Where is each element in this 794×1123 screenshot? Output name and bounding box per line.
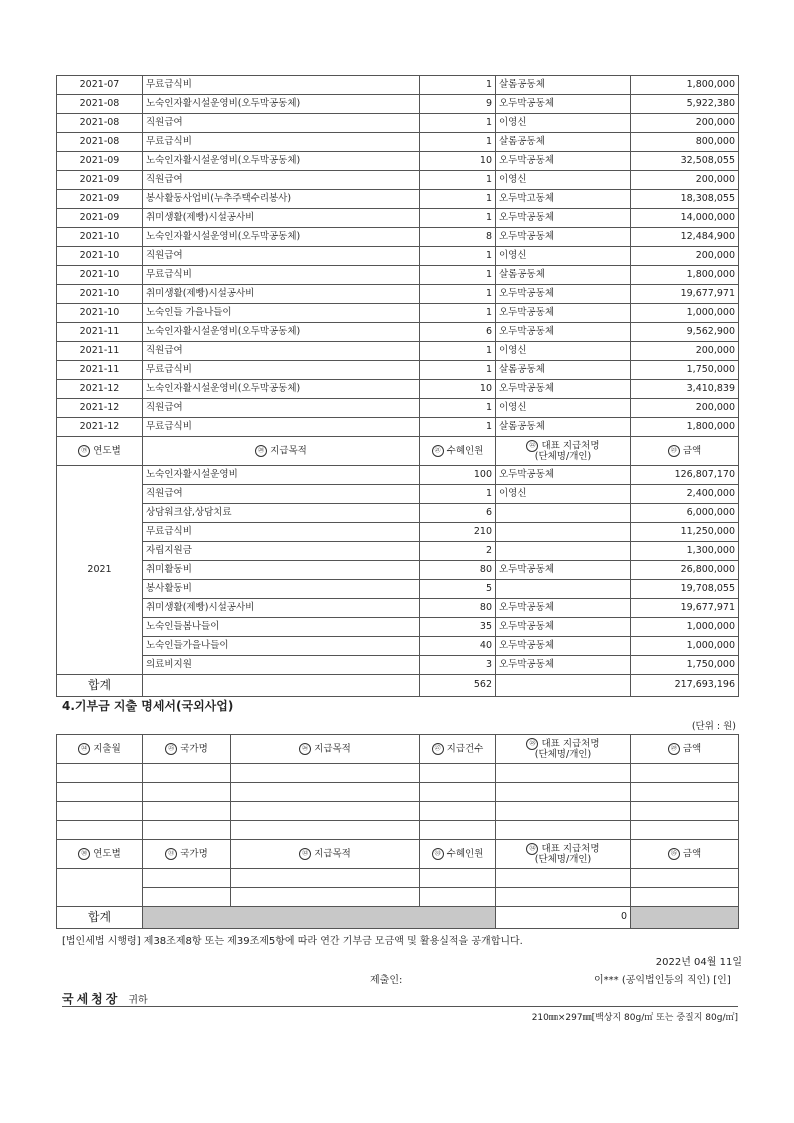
- purpose-cell: 노숙인들가을나들이: [143, 637, 420, 656]
- year-cell: 2021: [57, 466, 143, 675]
- count-cell: 35: [420, 618, 496, 637]
- table-row: [57, 561, 739, 580]
- recipient-cell: 살롬공동체: [496, 133, 631, 152]
- recipient-cell: 오두막공동체: [496, 466, 631, 485]
- count-cell: 10: [420, 152, 496, 171]
- date-cell: 2021-09: [57, 190, 143, 209]
- count-cell: 1: [420, 190, 496, 209]
- recipient-cell: 살롬공동체: [496, 266, 631, 285]
- count-cell: 1: [420, 304, 496, 323]
- table-row: [57, 656, 739, 675]
- count-cell: 1: [420, 171, 496, 190]
- table-row: [57, 361, 739, 380]
- empty-row: [57, 783, 739, 802]
- recipient-cell: 오두막공동체: [496, 637, 631, 656]
- purpose-cell: 의료비지원: [143, 656, 420, 675]
- submit-date: 2022년 04월 11일: [655, 957, 742, 968]
- date-cell: 2021-07: [57, 76, 143, 95]
- detail-rows: [57, 76, 739, 437]
- header-purpose: ⑳ 지급목적: [143, 437, 420, 466]
- honorific: 귀하: [128, 995, 148, 1006]
- table-row: [57, 95, 739, 114]
- gray-cell: [631, 907, 739, 929]
- count-cell: 1: [420, 247, 496, 266]
- purpose-cell: 무료급식비: [143, 418, 420, 437]
- purpose-cell: 취미생활(제빵)시설공사비: [143, 285, 420, 304]
- amount-cell: 200,000: [631, 171, 739, 190]
- amount-cell: 200,000: [631, 114, 739, 133]
- amount-cell: 1,800,000: [631, 76, 739, 95]
- amount-cell: 1,000,000: [631, 304, 739, 323]
- table-row: [57, 485, 739, 504]
- count-cell: 100: [420, 466, 496, 485]
- header-country: ㉛ 국가명: [143, 840, 231, 869]
- amount-cell: 1,300,000: [631, 542, 739, 561]
- total-count: 562: [420, 675, 496, 697]
- amount-cell: 3,410,839: [631, 380, 739, 399]
- recipient-cell: [496, 580, 631, 599]
- table-row: [57, 209, 739, 228]
- count-cell: 1: [420, 485, 496, 504]
- overseas-header-row: [57, 735, 739, 764]
- count-cell: 80: [420, 599, 496, 618]
- purpose-cell: 취미생활(제빵)시설공사비: [143, 599, 420, 618]
- purpose-cell: 노숙인자활시설운영비: [143, 466, 420, 485]
- header-purpose: ㉖ 지급목적: [231, 735, 420, 764]
- purpose-cell: 노숙인자활시설운영비(오두막공동체): [143, 152, 420, 171]
- recipient-cell: 오두막고동체: [496, 190, 631, 209]
- legal-notice: [법인세법 시행령] 제38조제8항 또는 제39조제5항에 따라 연간 기부금 모금액 및 활용실적을 공개합니다.: [62, 936, 523, 947]
- recipient-cell: 오두막공동체: [496, 323, 631, 342]
- recipient-cell: 오두막공동체: [496, 228, 631, 247]
- count-cell: 1: [420, 418, 496, 437]
- recipient-cell: 오두막공동체: [496, 618, 631, 637]
- purpose-cell: 노숙인들 가을나들이: [143, 304, 420, 323]
- header-amount: ㉟ 금액: [631, 840, 739, 869]
- purpose-cell: 취미생활(제빵)시설공사비: [143, 209, 420, 228]
- count-cell: 1: [420, 285, 496, 304]
- table-row: [57, 399, 739, 418]
- divider: [62, 1006, 738, 1007]
- purpose-cell: 무료급식비: [143, 361, 420, 380]
- overseas-yearly-header-row: [57, 840, 739, 869]
- header-purpose: ㉜ 지급목적: [231, 840, 420, 869]
- gray-cell: [143, 907, 496, 929]
- table-row: [57, 580, 739, 599]
- count-cell: 8: [420, 228, 496, 247]
- header-year: ㉚ 연도별: [57, 840, 143, 869]
- purpose-cell: 무료급식비: [143, 266, 420, 285]
- section4-title: 4.기부금 지출 명세서(국외사업): [62, 699, 234, 713]
- date-cell: 2021-09: [57, 209, 143, 228]
- amount-cell: 5,922,380: [631, 95, 739, 114]
- empty-row: [57, 802, 739, 821]
- date-cell: 2021-09: [57, 152, 143, 171]
- recipient-cell: 살롬공동체: [496, 361, 631, 380]
- purpose-cell: 노숙인들봄나들이: [143, 618, 420, 637]
- purpose-cell: 직원급여: [143, 247, 420, 266]
- count-cell: 210: [420, 523, 496, 542]
- table-row: [57, 523, 739, 542]
- count-cell: 40: [420, 637, 496, 656]
- purpose-cell: 상담워크샵,상담치료: [143, 504, 420, 523]
- count-cell: 5: [420, 580, 496, 599]
- purpose-cell: 직원급여: [143, 399, 420, 418]
- submitter-label: 제출인:: [370, 975, 403, 986]
- table-row: [57, 618, 739, 637]
- recipient-cell: 오두막공동체: [496, 95, 631, 114]
- table-row: [57, 380, 739, 399]
- empty-row: [57, 764, 739, 783]
- table-row: [57, 542, 739, 561]
- header-amount: ㉙ 금액: [631, 735, 739, 764]
- recipient-cell: 오두막공동체: [496, 599, 631, 618]
- header-beneficiaries: ㉑ 수혜인원: [420, 437, 496, 466]
- amount-cell: 32,508,055: [631, 152, 739, 171]
- table-row: [57, 304, 739, 323]
- count-cell: 3: [420, 656, 496, 675]
- purpose-cell: 봉사활동비: [143, 580, 420, 599]
- header-beneficiaries: ㉝ 수혜인원: [420, 840, 496, 869]
- table-row: [57, 323, 739, 342]
- purpose-cell: 노숙인자활시설운영비(오두막공동체): [143, 380, 420, 399]
- amount-cell: 126,807,170: [631, 466, 739, 485]
- purpose-cell: 노숙인자활시설운영비(오두막공동체): [143, 95, 420, 114]
- domestic-expense-table: [56, 75, 739, 697]
- count-cell: 1: [420, 361, 496, 380]
- amount-cell: 18,308,055: [631, 190, 739, 209]
- amount-cell: 26,800,000: [631, 561, 739, 580]
- empty-row: [57, 821, 739, 840]
- count-cell: 1: [420, 342, 496, 361]
- amount-cell: 19,677,971: [631, 285, 739, 304]
- purpose-cell: 직원급여: [143, 114, 420, 133]
- recipient-cell: 이영신: [496, 114, 631, 133]
- recipient-cell: 이영신: [496, 171, 631, 190]
- recipient-cell: 오두막공동체: [496, 656, 631, 675]
- overseas-expense-table: [56, 734, 739, 929]
- yearly-rows: [57, 466, 739, 675]
- amount-cell: 1,000,000: [631, 637, 739, 656]
- empty-row: [57, 869, 739, 888]
- total-label: 합계: [57, 675, 143, 697]
- table-row: [57, 285, 739, 304]
- date-cell: 2021-12: [57, 399, 143, 418]
- amount-cell: 19,708,055: [631, 580, 739, 599]
- header-country: ㉕ 국가명: [143, 735, 231, 764]
- count-cell: 2: [420, 542, 496, 561]
- amount-cell: 6,000,000: [631, 504, 739, 523]
- table-row: [57, 599, 739, 618]
- header-cases: ㉗ 지급건수: [420, 735, 496, 764]
- amount-cell: 1,800,000: [631, 418, 739, 437]
- amount-cell: 1,000,000: [631, 618, 739, 637]
- purpose-cell: 직원급여: [143, 342, 420, 361]
- purpose-cell: 무료급식비: [143, 523, 420, 542]
- empty-row: [57, 888, 739, 907]
- header-recipient: ㉘ 대표 지급처명 (단체명/개인): [496, 735, 631, 764]
- date-cell: 2021-08: [57, 114, 143, 133]
- table-row: [57, 247, 739, 266]
- table-row: [57, 76, 739, 95]
- recipient-cell: 이영신: [496, 399, 631, 418]
- amount-cell: 1,800,000: [631, 266, 739, 285]
- recipient-cell: 오두막공동체: [496, 152, 631, 171]
- recipient-cell: 오두막공동체: [496, 561, 631, 580]
- table-row: [57, 504, 739, 523]
- header-recipient: ㉞ 대표 지급처명 (단체명/개인): [496, 840, 631, 869]
- count-cell: 6: [420, 323, 496, 342]
- header-amount: ㉓ 금액: [631, 437, 739, 466]
- paper-spec: 210㎜×297㎜[백상지 80g/㎡ 또는 중질지 80g/㎡]: [531, 1013, 738, 1023]
- purpose-cell: 무료급식비: [143, 133, 420, 152]
- purpose-cell: 직원급여: [143, 171, 420, 190]
- table-row: [57, 342, 739, 361]
- date-cell: 2021-09: [57, 171, 143, 190]
- count-cell: 10: [420, 380, 496, 399]
- count-cell: 1: [420, 114, 496, 133]
- section4-unit: (단위 : 원): [691, 721, 736, 732]
- header-year: ⑲ 연도별: [57, 437, 143, 466]
- purpose-cell: 무료급식비: [143, 76, 420, 95]
- amount-cell: 9,562,900: [631, 323, 739, 342]
- table-row: [57, 418, 739, 437]
- submitter-value: 이*** (공익법인등의 직인) [인]: [594, 975, 731, 986]
- amount-cell: 200,000: [631, 247, 739, 266]
- purpose-cell: 자립지원금: [143, 542, 420, 561]
- amount-cell: 14,000,000: [631, 209, 739, 228]
- table-row: [57, 466, 739, 485]
- table-row: [57, 152, 739, 171]
- table-row: [57, 171, 739, 190]
- table-row: [57, 190, 739, 209]
- amount-cell: 200,000: [631, 399, 739, 418]
- yearly-summary: [57, 437, 739, 466]
- purpose-cell: 직원급여: [143, 485, 420, 504]
- amount-cell: 1,750,000: [631, 361, 739, 380]
- date-cell: 2021-10: [57, 266, 143, 285]
- addressee: 국세청장 귀하: [62, 992, 148, 1006]
- date-cell: 2021-11: [57, 361, 143, 380]
- table-row: [57, 133, 739, 152]
- amount-cell: 12,484,900: [631, 228, 739, 247]
- amount-cell: 19,677,971: [631, 599, 739, 618]
- date-cell: 2021-08: [57, 133, 143, 152]
- count-cell: 1: [420, 399, 496, 418]
- header-recipient: ㉒ 대표 지급처명 (단체명/개인): [496, 437, 631, 466]
- recipient-cell: 살롬공동체: [496, 418, 631, 437]
- count-cell: 80: [420, 561, 496, 580]
- amount-cell: 800,000: [631, 133, 739, 152]
- purpose-cell: 노숙인자활시설운영비(오두막공동체): [143, 323, 420, 342]
- recipient-cell: 이영신: [496, 342, 631, 361]
- recipient-cell: [496, 523, 631, 542]
- recipient-cell: [496, 504, 631, 523]
- header-month: ㉔ 지출월: [57, 735, 143, 764]
- date-cell: 2021-10: [57, 285, 143, 304]
- yearly-total-row: [57, 675, 739, 697]
- date-cell: 2021-08: [57, 95, 143, 114]
- table-row: [57, 228, 739, 247]
- count-cell: 9: [420, 95, 496, 114]
- recipient-cell: 오두막공동체: [496, 285, 631, 304]
- date-cell: 2021-11: [57, 342, 143, 361]
- date-cell: 2021-10: [57, 304, 143, 323]
- date-cell: 2021-12: [57, 418, 143, 437]
- count-cell: 1: [420, 76, 496, 95]
- total-count: 0: [496, 907, 631, 929]
- total-amount: 217,693,196: [631, 675, 739, 697]
- count-cell: 6: [420, 504, 496, 523]
- table-row: [57, 266, 739, 285]
- recipient-cell: [496, 542, 631, 561]
- recipient-cell: 이영신: [496, 247, 631, 266]
- amount-cell: 11,250,000: [631, 523, 739, 542]
- recipient-cell: 오두막공동체: [496, 380, 631, 399]
- recipient-cell: 오두막공동체: [496, 209, 631, 228]
- date-cell: 2021-12: [57, 380, 143, 399]
- date-cell: 2021-10: [57, 247, 143, 266]
- purpose-cell: 봉사활동사업비(누추주택수리봉사): [143, 190, 420, 209]
- overseas-total-row: [57, 907, 739, 929]
- table-row: [57, 637, 739, 656]
- yearly-header-row: [57, 437, 739, 466]
- recipient-cell: 오두막공동체: [496, 304, 631, 323]
- count-cell: 1: [420, 133, 496, 152]
- date-cell: 2021-10: [57, 228, 143, 247]
- count-cell: 1: [420, 209, 496, 228]
- amount-cell: 200,000: [631, 342, 739, 361]
- purpose-cell: 노숙인자활시설운영비(오두막공동체): [143, 228, 420, 247]
- recipient-cell: 이영신: [496, 485, 631, 504]
- table-row: [57, 114, 739, 133]
- date-cell: 2021-11: [57, 323, 143, 342]
- purpose-cell: 취미활동비: [143, 561, 420, 580]
- total-label: 합계: [57, 907, 143, 929]
- amount-cell: 2,400,000: [631, 485, 739, 504]
- amount-cell: 1,750,000: [631, 656, 739, 675]
- recipient-cell: 살롬공동체: [496, 76, 631, 95]
- count-cell: 1: [420, 266, 496, 285]
